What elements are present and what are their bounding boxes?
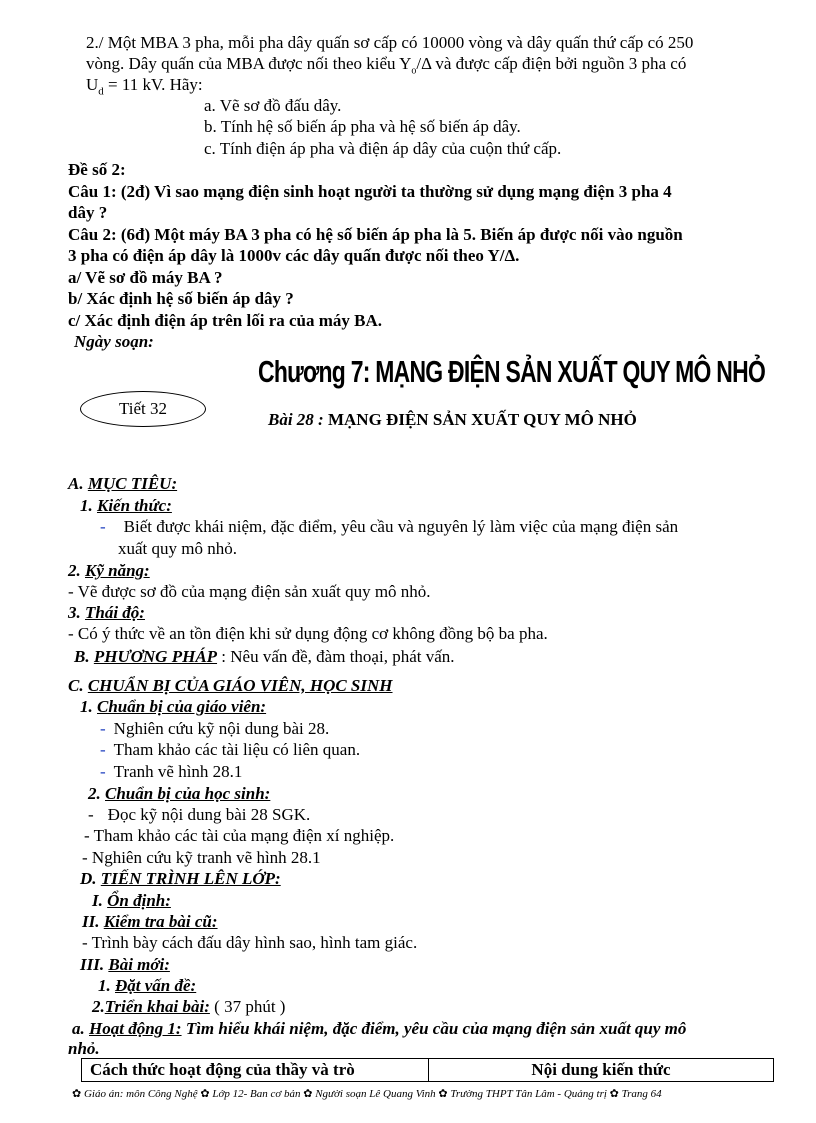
exam2-title: Đề số 2:	[68, 160, 126, 179]
knowledge-text-line2: xuất quy mô nhỏ.	[118, 539, 237, 558]
student-prep-item: - Đọc kỹ nội dung bài 28 SGK.	[88, 805, 311, 824]
table-header-activities: Cách thức hoạt động của thầy và trò	[82, 1059, 429, 1082]
lesson-title: Bài 28 : MẠNG ĐIỆN SẢN XUẤT QUY MÔ NHỎ	[268, 410, 637, 429]
flower-icon: ✿	[438, 1088, 448, 1100]
skills-text: - Vẽ được sơ đồ của mạng điện sản xuất quy mô nhỏ.	[68, 582, 431, 601]
tiet-label: Tiết 32	[118, 399, 168, 418]
problem2-item-a: a. Vẽ sơ đồ đấu dây.	[204, 96, 342, 115]
teacher-prep-item: - Tham khảo các tài liệu có liên quan.	[100, 740, 361, 759]
section-c-heading: C. CHUẨN BỊ CỦA GIÁO VIÊN, HỌC SINH	[68, 676, 393, 695]
student-prep-heading: 2. Chuẩn bị của học sinh:	[88, 784, 271, 803]
bullet-dash: -	[100, 517, 106, 536]
step-ii-heading: II. Kiểm tra bài cũ:	[82, 912, 218, 931]
teacher-prep-heading: 1. Chuẩn bị của giáo viên:	[80, 697, 267, 716]
section-d-heading: D. TIẾN TRÌNH LÊN LỚP:	[80, 869, 281, 888]
problem2-item-b: b. Tính hệ số biến áp pha và hệ số biến áp dây.	[204, 117, 521, 136]
activity-table	[81, 1058, 774, 1082]
step-ii-text: - Trình bày cách đấu dây hình sao, hình tam giác.	[82, 933, 418, 952]
exam2-qb: b/ Xác định hệ số biến áp dây ?	[68, 289, 294, 308]
exam2-q2-line2: 3 pha có điện áp dây là 1000v các dây quấn được nối theo Y/Δ.	[68, 246, 520, 265]
problem2-item-c: c. Tính điện áp pha và điện áp dây của cuộn thứ cấp.	[204, 139, 562, 158]
exam2-qa: a/ Vẽ sơ đồ máy BA ?	[68, 268, 223, 287]
knowledge-heading: 1. Kiến thức:	[80, 496, 172, 515]
attitude-heading: 3. Thái độ:	[68, 603, 145, 622]
student-prep-item: - Nghiên cứu kỹ tranh vẽ hình 28.1	[82, 848, 321, 867]
table-header-content: Nội dung kiến thức	[429, 1059, 774, 1082]
student-prep-item: - Tham khảo các tài của mạng điện xí nghiệp.	[84, 826, 395, 845]
section-a-heading: A. MỤC TIÊU:	[68, 474, 178, 493]
exam2-q1-line2: dây ?	[68, 203, 108, 222]
teacher-prep-item: - Tranh vẽ hình 28.1	[100, 762, 243, 781]
skills-heading: 2. Kỹ năng:	[68, 561, 150, 580]
attitude-text: - Có ý thức về an tồn điện khi sử dụng động cơ không đồng bộ ba pha.	[68, 624, 548, 643]
chapter-title: Chương 7: MẠNG ĐIỆN SẢN XUẤT QUY MÔ NHỎ	[258, 354, 766, 389]
step-i-heading: I. Ổn định:	[92, 891, 171, 910]
exam2-qc: c/ Xác định điện áp trên lối ra của máy BA.	[68, 311, 383, 330]
problem2-line3: $U_d = 11$ kV. Hãy:	[86, 75, 203, 98]
activity1-line2: nhỏ.	[68, 1039, 100, 1058]
exam2-q1-line1: Câu 1: (2đ) Vì sao mạng điện sinh hoạt người ta thường sử dụng mạng điện 3 pha 4	[68, 182, 672, 201]
flower-icon: ✿	[200, 1088, 210, 1100]
step-2-heading: 2.Triển khai bài: ( 37 phút )	[92, 997, 286, 1016]
flower-icon: ✿	[72, 1088, 82, 1100]
flower-icon: ✿	[303, 1088, 313, 1100]
flower-icon: ✿	[609, 1088, 619, 1100]
teacher-prep-item: - Nghiên cứu kỹ nội dung bài 28.	[100, 719, 330, 738]
knowledge-text-line1: - Biết được khái niệm, đặc điểm, yêu cầu và nguyên lý làm việc của mạng điện sản	[100, 517, 679, 536]
tiet-oval	[80, 391, 206, 427]
exam2-q2-line1: Câu 2: (6đ) Một máy BA 3 pha có hệ số biến áp pha là 5. Biến áp được nối vào nguồn	[68, 225, 683, 244]
activity1-line1: a. Hoạt động 1: Tìm hiểu khái niệm, đặc điểm, yêu cầu của mạng điện sản xuất quy mô	[72, 1019, 687, 1038]
problem2-line2: vòng. Dây quấn của MBA được nối theo kiểu $Y_o/\Delta$ và được cấp điện bởi nguồn 3 pha có	[86, 54, 687, 77]
problem2-line1: 2./ Một MBA 3 pha, mỗi pha dây quấn sơ cấp có 10000 vòng và dây quấn thứ cấp có 250	[86, 33, 694, 52]
step-iii-heading: III. Bài mới:	[80, 955, 170, 974]
step-1-heading: 1. Đặt vấn đề:	[98, 976, 197, 995]
section-b-heading: B. PHƯƠNG PHÁP : Nêu vấn đề, đàm thoại, phát vấn.	[74, 647, 455, 666]
page-footer: ✿ Giáo án: môn Công Nghệ ✿ Lớp 12- Ban cơ bản ✿ Người soạn Lê Quang Vinh ✿ Trường THPT Tân Lâm - Quảng trị ✿ Trang 64	[72, 1088, 662, 1100]
ngay-soan: Ngày soạn:	[74, 332, 154, 351]
